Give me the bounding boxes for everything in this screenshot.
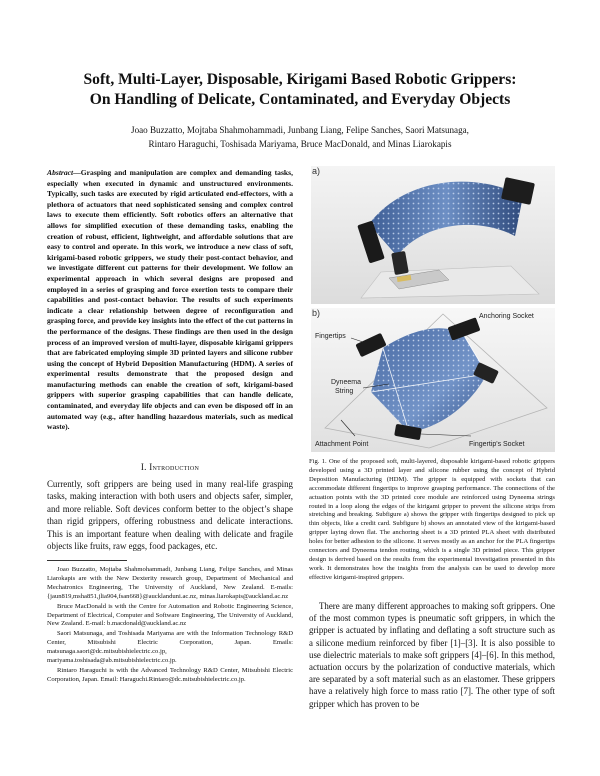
- authors-line-1: Joao Buzzatto, Mojtaba Shahmohammadi, Junbang Liang, Felipe Sanches, Saori Matsunaga,: [131, 125, 469, 135]
- paragraph-approaches: There are many different approaches to making soft grippers. One of the most common types is pneumatic soft grippers, in which the gripper is actuated by inflating and deflating a soft structure such as a silicone medium reinforced by fiber [1]–[3]. It is also possible to use dielectric materials to make soft grippers [4]–[6]. In this method, actuation occurs by the polarization of conductive materials, which are separated by a soft material such as an elastomer. These grippers have a relatively high force to mass ratio [7]. The other type of soft gripper which has proven to be: [309, 601, 555, 709]
- label-dyneema: Dyneema: [331, 379, 361, 386]
- label-fingertips: Fingertips: [315, 333, 346, 340]
- figure-caption: Fig. 1. One of the proposed soft, multi-layered, disposable kirigami-based robotic grippers developed using a 3D printed layer and silicone rubber using the concept of Hybrid Deposition Manufacturing (HDM). The gripper is equipped with sockets that can accommodate different fingertips to improve grasping performance. The connections of the actuation points with the 3D printed core module are reinforced using Dyneema strings routed in a loop along the edges of the kirigami gripper to prevent the silicone strips from stretching and breaking. Subfigure a) shows the gripper with fingertips designed to pick up thin objects, like a credit card. Subfigure b) shows an annotated view of the kirigami-based gripper laying down flat. The anchoring sheet is a 3D printed PLA sheet with distributed holes for better adhesion to the silicone. It serves mostly as an anchor for the PLA fingertips connectors and Dyneema tendon routing, which is a single 3D printed piece. This gripper design is derived based on the results from the experimental investigation presented in this work. It demonstrates how the insights from the analysis can be used to develop more effective kirigami-inspired grippers.: [309, 458, 555, 581]
- figure-panel-b: [311, 308, 555, 446]
- label-attachment-point: Attachment Point: [315, 441, 369, 448]
- footnote-rule: [47, 560, 127, 561]
- gripper-photo-a: [311, 166, 555, 304]
- paper-title: [40, 70, 560, 110]
- figure-panel-a: [311, 166, 555, 304]
- panel-tag-a: a): [312, 166, 321, 176]
- title-line-2: On Handling of Delicate, Contaminated, and Everyday Objects: [89, 91, 511, 108]
- footnote-1: Joao Buzzatto, Mojtaba Shahmohammadi, Junbang Liang, Felipe Sanches, and Minas Liarokapis are with the New Dexterity research group, Department of Mechanical and Mechatronics Engineering, The University of Auckland, New Zealand. E-mails: {jaun819,msha851,jlia904,fsan668}@aucklanduni.ac.nz, minas.liarokapis@auckland.ac.nz: [47, 566, 293, 600]
- footnote-4: Rintaro Haraguchi is with the Advanced Technology R&D Center, Mitsubishi Electric Corporation, Japan. Email: Haraguchi.Rintaro@dc.mitsubishielectric.co.jp.: [47, 666, 293, 683]
- body-text-column-2: [309, 600, 555, 710]
- footnote-3: Saori Matsunaga, and Toshisada Mariyama are with the Information Technology R&D Center, Mitsubishi Electric Corporation, Japan. Emails: matsunaga.saori@dc.mitsubishielectric.co.jp, mariyama.toshisada@ab.mitsubishielectric.co.jp.: [47, 630, 293, 665]
- footnote-2: Bruce MacDonald is with the Centre for Automation and Robotic Engineering Science, Department of Electrical, Computer and Software Engineering, The University of Auckland, New Zealand. E-mail: b.macdonald@auckland.ac.nz: [47, 602, 293, 628]
- label-string: String: [335, 388, 354, 395]
- panel-tag-b: b): [312, 308, 321, 318]
- section-heading-introduction: I. Introduction: [140, 462, 200, 472]
- gripper-photo-b: [311, 308, 555, 452]
- title-line-1: Soft, Multi-Layer, Disposable, Kirigami Based Robotic Grippers:: [83, 71, 517, 88]
- abstract-text: —Grasping and manipulation are complex and demanding tasks, especially when executed in dynamic and unstructured environments. Typically, such tasks are executed by rigid articulated end-effectors, with a plethora of actuators that need sophisticated sensing and complex control laws to execute them efficiently. Soft robotics offers an alternative that allows for simplified execution of these demanding tasks, enabling the creation of robust, efficient, lightweight, and affordable solutions that are easy to control and operate. In this work, we introduce a new class of soft, kirigami-based robotic grippers, we study their post-contact behavior, and we investigate different cut patterns for their development. We follow an experimental approach in which several designs are proposed and employed in a series of grasping and force exertion tests to compare their capabilities and post-contact behavior. The results of such experiments indicate a clear relationship between degree of reconfiguration and grasping force, and provide key insights into the effect of the cut patterns in the performance of the designs. These findings are then used in the design process of an improved version of multi-layer, disposable kirigami grippers that are fabricated employing simple 3D printed layers and silicone rubber using the concept of Hybrid Deposition Manufacturing (HDM). A series of experimental results demonstrate that the proposed design and manufacturing methods can enable the creation of soft, kirigami-based grippers with superior grasping capabilities that can handle delicate, contaminated, and everyday life objects and can even be disposed off in an automated way (e.g., after handling hazardous materials, such as medical waste).: [47, 168, 293, 432]
- affiliation-footnotes: [47, 566, 293, 686]
- label-anchoring-socket: Anchoring Socket: [479, 313, 534, 320]
- authors-line-2: Rintaro Haraguchi, Toshisada Mariyama, Bruce MacDonald, and Minas Liarokapis: [148, 139, 452, 149]
- author-list: [70, 123, 530, 151]
- label-fingertips-socket: Fingertip's Socket: [469, 441, 525, 448]
- figure-1: [311, 166, 555, 452]
- abstract-label: Abstract: [47, 168, 74, 177]
- abstract: [47, 168, 293, 433]
- introduction-paragraph: Currently, soft grippers are being used in many real-life grasping tasks, making interaction with both users and objects safer, simpler, and more reliable. Soft devices conform better to the object’s shape than rigid grippers, offering robustness and delicate interactions. This is an important feature when dealing with delicate and fragile objects like fruits, raw eggs, food packages, etc.: [47, 479, 293, 552]
